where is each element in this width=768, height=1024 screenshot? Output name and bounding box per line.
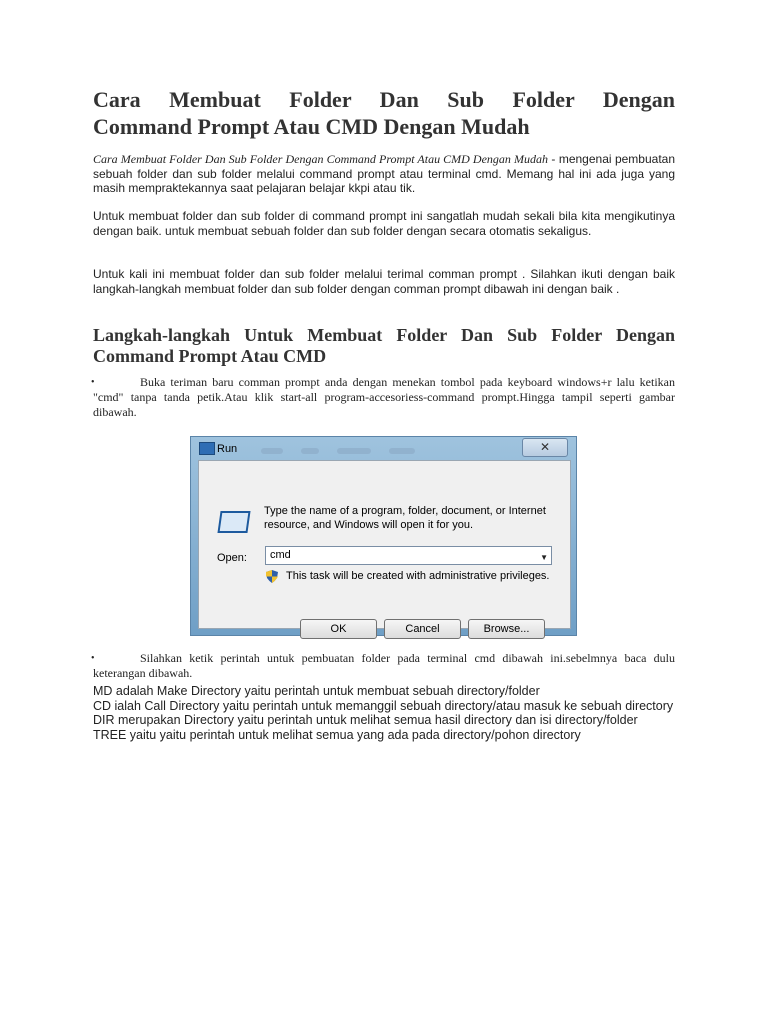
- ok-button[interactable]: OK: [300, 619, 377, 639]
- article-title: [93, 86, 675, 140]
- blurred-taskbar-area: [261, 441, 511, 451]
- intro-paragraph: [93, 152, 675, 196]
- bullet-item-1: [93, 375, 675, 420]
- article-title-line2: Command Prompt Atau CMD Dengan Mudah: [93, 114, 530, 139]
- run-dialog-body: [198, 460, 571, 635]
- definition-list: [93, 684, 675, 742]
- run-dialog-title: Run: [217, 443, 238, 455]
- run-description: Type the name of a program, folder, document, or Internet resource, and Windows will open it for you.: [264, 505, 546, 531]
- run-dialog-screenshot: [190, 436, 577, 636]
- bullet-dot: •: [91, 653, 95, 664]
- paragraph-3: Untuk kali ini membuat folder dan sub folder melalui terimal comman prompt . Silahkan ikuti dengan baik langkah-langkah membuat folder dan sub folder dengan comman prompt dibawah ini dengan baik .: [93, 267, 675, 296]
- definition-md: MD adalah Make Directory yaitu perintah untuk membuat sebuah directory/folder: [93, 684, 540, 698]
- uac-shield-icon: [266, 570, 278, 583]
- article-title-line1: Cara Membuat Folder Dan Sub Folder Dengan: [93, 87, 675, 112]
- dropdown-arrow-icon[interactable]: ▼: [540, 553, 548, 562]
- cancel-button[interactable]: Cancel: [384, 619, 461, 639]
- run-app-icon: [199, 442, 215, 455]
- section-heading-line1: Langkah-langkah Untuk Membuat Folder Dan Sub Folder Dengan: [93, 325, 675, 345]
- paragraph-2: Untuk membuat folder dan sub folder di command prompt ini sangatlah mudah sekali bila kita mengikutinya dengan baik. untuk membuat sebuah folder dan sub folder dengan secara otomatis sekaligus.: [93, 209, 675, 238]
- definition-dir: DIR merupakan Directory yaitu perintah untuk melihat semua hasil directory dan isi directory/folder: [93, 713, 638, 727]
- bullet-item-2: [93, 651, 675, 681]
- open-input[interactable]: [265, 546, 552, 565]
- run-program-icon: [217, 511, 250, 533]
- bullet-dot: •: [91, 377, 95, 388]
- definition-cd: CD ialah Call Directory yaitu perintah untuk memanggil sebuah directory/atau masuk ke sebuah directory: [93, 698, 674, 713]
- open-label: Open:: [217, 552, 247, 564]
- close-button[interactable]: ✕: [522, 438, 568, 457]
- section-heading-line2: Command Prompt Atau CMD: [93, 346, 327, 366]
- admin-note: This task will be created with administrative privileges.: [286, 570, 550, 582]
- intro-italic: Cara Membuat Folder Dan Sub Folder Dengan Command Prompt Atau CMD Dengan Mudah: [93, 152, 548, 166]
- open-input-value: cmd: [270, 549, 291, 561]
- bullet-1-text: Buka teriman baru comman prompt anda dengan menekan tombol pada keyboard windows+r lalu ketikan "cmd" tanpa tanda petik.Atau klik start-all program-accesoriess-command prompt.Hingga tampil seperti gambar dibawah.: [93, 375, 675, 419]
- definition-tree: TREE yaitu yaitu perintah untuk melihat semua yang ada pada directory/pohon directory: [93, 727, 581, 742]
- intro-rest: - mengenai pembuatan sebuah folder dan sub folder melalui command prompt atau terminal cmd. Memang hal ini ada juga yang masih mempraktekannya saat pelajaran belajar kkpi atau tik.: [93, 152, 676, 195]
- browse-button[interactable]: Browse...: [468, 619, 545, 639]
- bullet-2-text: Silahkan ketik perintah untuk pembuatan folder pada terminal cmd dibawah ini.sebelmnya baca dulu keterangan dibawah.: [93, 651, 675, 680]
- section-heading: [93, 325, 675, 367]
